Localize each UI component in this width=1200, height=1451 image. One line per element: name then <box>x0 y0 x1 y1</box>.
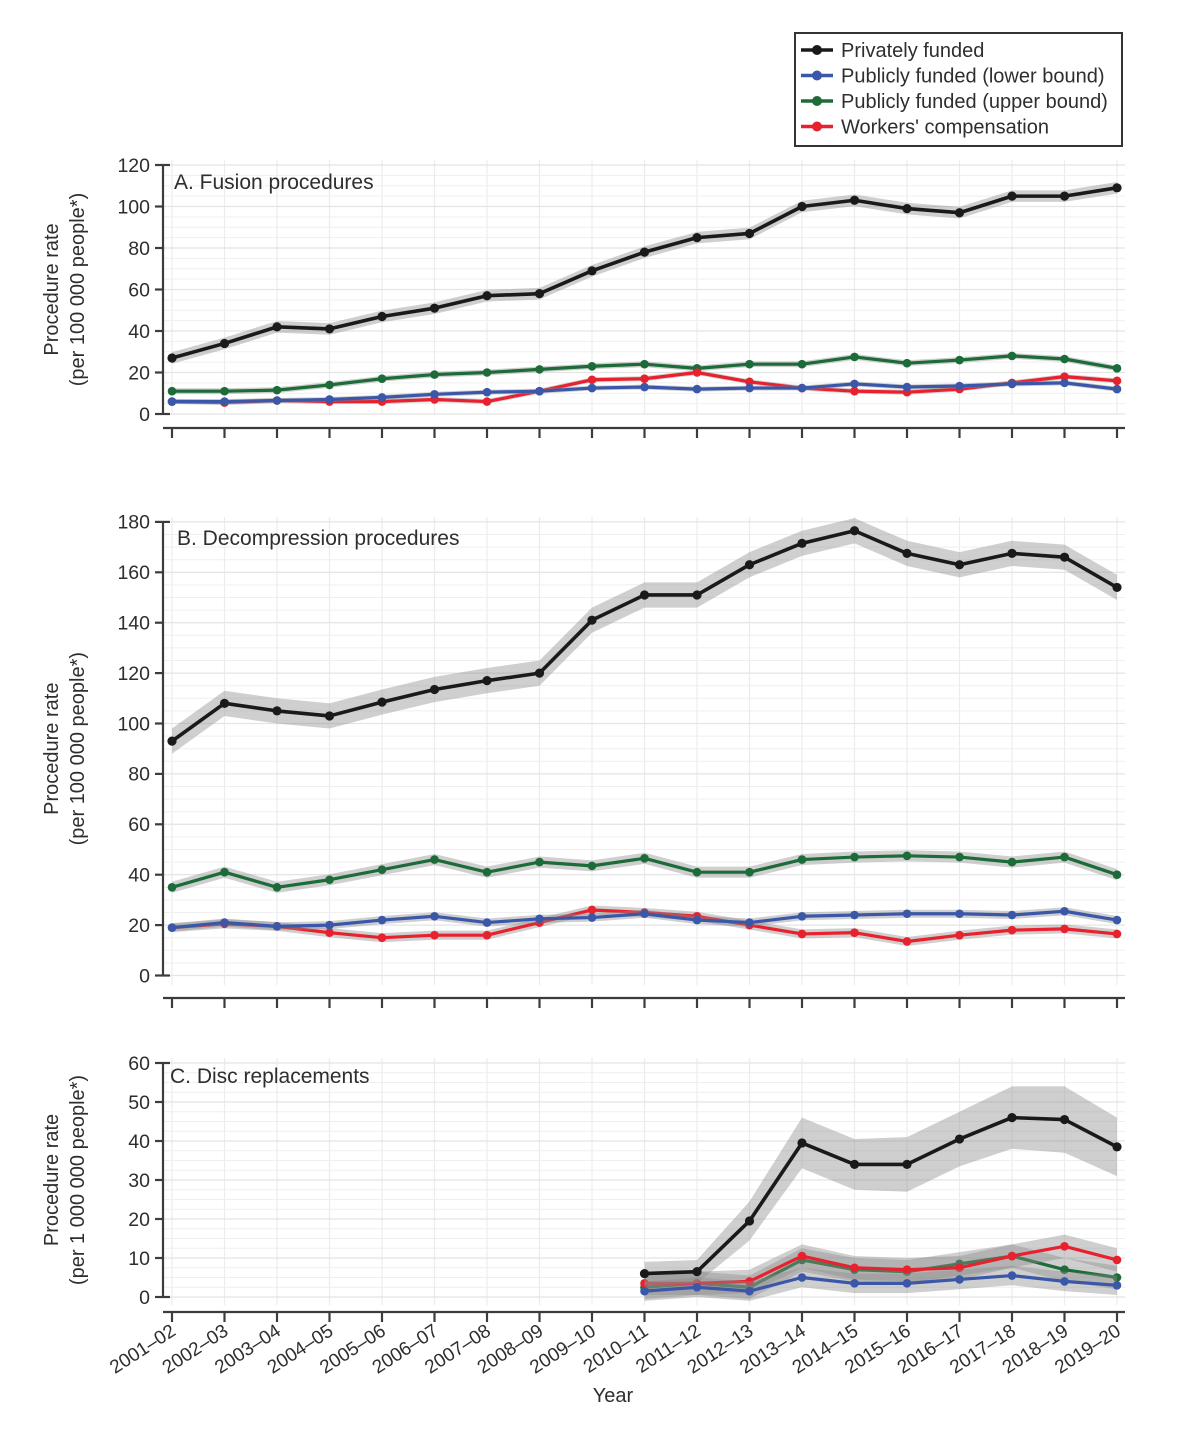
data-point <box>797 539 806 548</box>
data-point <box>587 266 596 275</box>
data-point <box>587 616 596 625</box>
data-point <box>1113 1281 1122 1290</box>
legend-dot-icon <box>812 71 822 81</box>
y-tick-label: 160 <box>117 562 150 585</box>
y-tick-label: 0 <box>139 1286 150 1309</box>
data-point <box>430 685 439 694</box>
data-point <box>955 560 964 569</box>
y-tick-label: 10 <box>128 1247 150 1270</box>
legend-label: Publicly funded (upper bound) <box>841 91 1108 113</box>
data-point <box>1113 930 1122 939</box>
legend <box>795 33 1122 146</box>
y-tick-label: 40 <box>128 864 150 887</box>
data-point <box>1060 553 1069 562</box>
data-point <box>167 737 176 746</box>
data-point <box>377 312 386 321</box>
panel-title: A. Fusion procedures <box>174 171 374 194</box>
x-axis <box>163 428 1125 438</box>
x-tick-label: 2005–06 <box>316 1320 390 1379</box>
data-point <box>955 1275 964 1284</box>
data-point <box>903 1279 912 1288</box>
data-point <box>903 937 912 946</box>
x-tick-label: 2008–09 <box>473 1320 548 1379</box>
legend-label: Publicly funded (lower bound) <box>841 65 1105 88</box>
x-tick-label: 2001–02 <box>106 1320 180 1379</box>
data-point <box>1008 1252 1017 1261</box>
data-point <box>273 396 282 405</box>
data-point <box>693 368 702 377</box>
data-point <box>798 1273 807 1282</box>
data-point <box>1060 853 1069 862</box>
data-point <box>535 858 544 867</box>
data-point <box>430 304 439 313</box>
data-point <box>167 353 176 362</box>
data-point <box>850 196 859 205</box>
data-point <box>430 390 439 399</box>
data-point <box>640 909 649 918</box>
data-point <box>1060 192 1069 201</box>
data-point <box>273 883 282 892</box>
data-point <box>850 853 859 862</box>
data-point <box>220 699 229 708</box>
data-point <box>745 918 754 927</box>
data-point <box>483 397 492 406</box>
x-tick-label: 2009–10 <box>526 1320 600 1379</box>
data-point <box>1008 926 1017 935</box>
data-point <box>588 913 597 922</box>
data-point <box>1112 1142 1121 1151</box>
legend-dot-icon <box>812 96 822 106</box>
data-point <box>535 289 544 298</box>
data-point <box>1060 1115 1069 1124</box>
legend-dot-icon <box>812 45 822 55</box>
data-point <box>903 383 912 392</box>
data-point <box>1008 380 1017 389</box>
data-point <box>798 930 807 939</box>
data-point <box>850 380 859 389</box>
data-point <box>640 1269 649 1278</box>
data-point <box>588 362 597 371</box>
data-point <box>902 549 911 558</box>
y-axis-title-line1: Procedure rate <box>41 682 63 815</box>
data-point <box>1112 183 1121 192</box>
data-point <box>850 1160 859 1169</box>
data-point <box>955 356 964 365</box>
y-tick-label: 80 <box>128 763 150 786</box>
data-point <box>535 915 544 924</box>
data-point <box>483 918 492 927</box>
data-point <box>955 208 964 217</box>
data-point <box>1113 1256 1122 1265</box>
data-point <box>903 852 912 861</box>
data-point <box>640 248 649 257</box>
y-tick-label: 20 <box>128 1208 150 1231</box>
y-tick-label: 40 <box>128 1130 150 1153</box>
panel-title: C. Disc replacements <box>170 1065 370 1088</box>
data-point <box>1008 352 1017 361</box>
data-point <box>1060 1277 1069 1286</box>
x-tick-label: 2019–20 <box>1051 1320 1125 1379</box>
legend-item-publicly-funded-lower <box>801 66 1105 88</box>
data-point <box>955 909 964 918</box>
data-point <box>483 388 492 397</box>
x-axis-title: Year <box>592 1385 634 1407</box>
data-point <box>535 387 544 396</box>
y-axis-title-line1: Procedure rate <box>41 1113 63 1247</box>
x-tick-label: 2011–12 <box>632 1320 705 1378</box>
y-axis-title-line2: (per 1 000 000 people*) <box>67 1074 89 1286</box>
data-point <box>903 1265 912 1274</box>
x-tick-label: 2018–19 <box>998 1320 1073 1379</box>
x-axis <box>163 998 1125 1008</box>
y-axis <box>117 512 170 988</box>
y-tick-label: 40 <box>128 320 150 343</box>
data-point <box>798 855 807 864</box>
data-point <box>1008 858 1017 867</box>
data-point <box>1008 1271 1017 1280</box>
data-point <box>693 916 702 925</box>
y-axis <box>117 155 170 426</box>
data-point <box>1060 925 1069 934</box>
y-tick-label: 20 <box>128 914 150 937</box>
data-point <box>692 1267 701 1276</box>
data-point <box>745 560 754 569</box>
data-point <box>220 387 229 396</box>
data-point <box>272 322 281 331</box>
y-tick-label: 60 <box>128 279 150 302</box>
data-point <box>850 526 859 535</box>
data-point <box>588 906 597 915</box>
data-point <box>1113 916 1122 925</box>
data-point <box>1007 192 1016 201</box>
x-tick-label: 2002–03 <box>158 1320 233 1379</box>
data-point <box>273 386 282 395</box>
data-point <box>325 324 334 333</box>
data-point <box>1008 911 1017 920</box>
data-point <box>850 928 859 937</box>
y-axis <box>128 1053 170 1309</box>
y-tick-label: 0 <box>139 965 150 988</box>
data-point <box>955 382 964 391</box>
y-tick-label: 180 <box>117 511 150 534</box>
y-axis-title-line2: (per 100 000 people*) <box>67 651 89 846</box>
legend-dot-icon <box>812 122 822 132</box>
data-point <box>640 383 649 392</box>
data-point <box>220 339 229 348</box>
data-point <box>1060 355 1069 364</box>
data-point <box>588 375 597 384</box>
x-tick-label: 2015–16 <box>841 1320 915 1379</box>
data-point <box>325 928 334 937</box>
data-point <box>1060 379 1069 388</box>
x-tick-label: 2017–18 <box>946 1320 1020 1379</box>
data-point <box>798 912 807 921</box>
data-point <box>483 931 492 940</box>
data-point <box>220 397 229 406</box>
data-point <box>640 1287 649 1296</box>
y-tick-label: 60 <box>128 1052 150 1075</box>
data-point <box>325 395 334 404</box>
x-tick-label: 2014–15 <box>788 1320 863 1379</box>
data-point <box>798 1252 807 1261</box>
data-point <box>850 353 859 362</box>
y-tick-label: 120 <box>117 154 150 177</box>
data-point <box>378 916 387 925</box>
y-tick-label: 100 <box>117 196 150 219</box>
data-point <box>1060 907 1069 916</box>
y-axis-title-line2: (per 100 000 people*) <box>67 192 89 387</box>
panel-a-fusion <box>41 155 1125 438</box>
data-point <box>1007 1113 1016 1122</box>
data-point <box>430 912 439 921</box>
data-point <box>378 374 387 383</box>
data-point <box>745 229 754 238</box>
y-tick-label: 0 <box>139 403 150 426</box>
data-point <box>325 711 334 720</box>
data-point <box>745 1287 754 1296</box>
data-point <box>377 697 386 706</box>
data-point <box>1113 377 1122 386</box>
data-point <box>640 854 649 863</box>
data-point <box>378 933 387 942</box>
legend-label: Privately funded <box>841 40 985 62</box>
y-tick-label: 30 <box>128 1169 150 1192</box>
panels <box>41 155 1125 1379</box>
panel-b-decompression <box>41 512 1125 1008</box>
data-point <box>220 868 229 877</box>
data-point <box>692 590 701 599</box>
x-tick-label: 2012–13 <box>683 1320 758 1379</box>
data-point <box>168 387 177 396</box>
data-point <box>378 393 387 402</box>
data-point <box>640 590 649 599</box>
data-point <box>588 384 597 393</box>
data-point <box>745 1216 754 1225</box>
data-point <box>272 706 281 715</box>
data-point <box>1113 385 1122 394</box>
data-point <box>902 204 911 213</box>
data-point <box>955 853 964 862</box>
data-point <box>482 676 491 685</box>
data-point <box>273 922 282 931</box>
x-tick-label: 2006–07 <box>368 1320 443 1379</box>
data-point <box>535 365 544 374</box>
x-tick-label: 2003–04 <box>211 1320 285 1379</box>
data-point <box>955 931 964 940</box>
data-point <box>1113 870 1122 879</box>
data-point <box>220 918 229 927</box>
data-point <box>693 868 702 877</box>
legend-label: Workers' compensation <box>841 116 1049 139</box>
data-point <box>692 233 701 242</box>
data-point <box>798 384 807 393</box>
data-point <box>483 368 492 377</box>
data-point <box>325 381 334 390</box>
data-point <box>482 291 491 300</box>
data-point <box>535 669 544 678</box>
x-tick-label: 2013–14 <box>736 1320 810 1379</box>
data-point <box>430 855 439 864</box>
data-point <box>430 931 439 940</box>
x-tick-label: 2010–11 <box>579 1320 653 1378</box>
data-point <box>1060 1242 1069 1251</box>
data-point <box>850 1279 859 1288</box>
data-point <box>588 862 597 871</box>
data-point <box>640 374 649 383</box>
data-point <box>325 875 334 884</box>
data-point <box>1112 583 1121 592</box>
x-tick-label: 2004–05 <box>263 1320 338 1379</box>
data-point <box>745 384 754 393</box>
data-point <box>483 868 492 877</box>
data-point <box>1007 549 1016 558</box>
data-point <box>1113 364 1122 373</box>
data-point <box>168 397 177 406</box>
data-point <box>797 1138 806 1147</box>
data-point <box>745 360 754 369</box>
y-tick-label: 60 <box>128 814 150 837</box>
y-axis-title-line1: Procedure rate <box>41 223 63 356</box>
y-tick-label: 20 <box>128 362 150 385</box>
y-tick-label: 50 <box>128 1091 150 1114</box>
data-point <box>745 868 754 877</box>
x-tick-label: 2016–17 <box>893 1320 968 1379</box>
x-tick-label: 2007–08 <box>421 1320 495 1379</box>
y-tick-label: 80 <box>128 237 150 260</box>
data-point <box>430 370 439 379</box>
data-point <box>955 1134 964 1143</box>
data-point <box>640 360 649 369</box>
data-point <box>798 360 807 369</box>
data-point <box>693 385 702 394</box>
panel-title: B. Decompression procedures <box>177 527 460 550</box>
panel-c-disc <box>41 1053 1125 1379</box>
legend-item-publicly-funded-upper <box>801 91 1108 113</box>
data-point <box>378 865 387 874</box>
y-tick-label: 120 <box>117 662 150 685</box>
data-point <box>903 909 912 918</box>
data-point <box>168 883 177 892</box>
data-point <box>903 359 912 368</box>
data-point <box>850 1263 859 1272</box>
data-point <box>902 1160 911 1169</box>
y-tick-label: 100 <box>117 713 150 736</box>
data-point <box>693 1283 702 1292</box>
data-point <box>797 202 806 211</box>
data-point <box>850 911 859 920</box>
y-tick-label: 140 <box>117 612 150 635</box>
data-point <box>325 921 334 930</box>
x-axis <box>106 1312 1125 1378</box>
data-point <box>168 923 177 932</box>
